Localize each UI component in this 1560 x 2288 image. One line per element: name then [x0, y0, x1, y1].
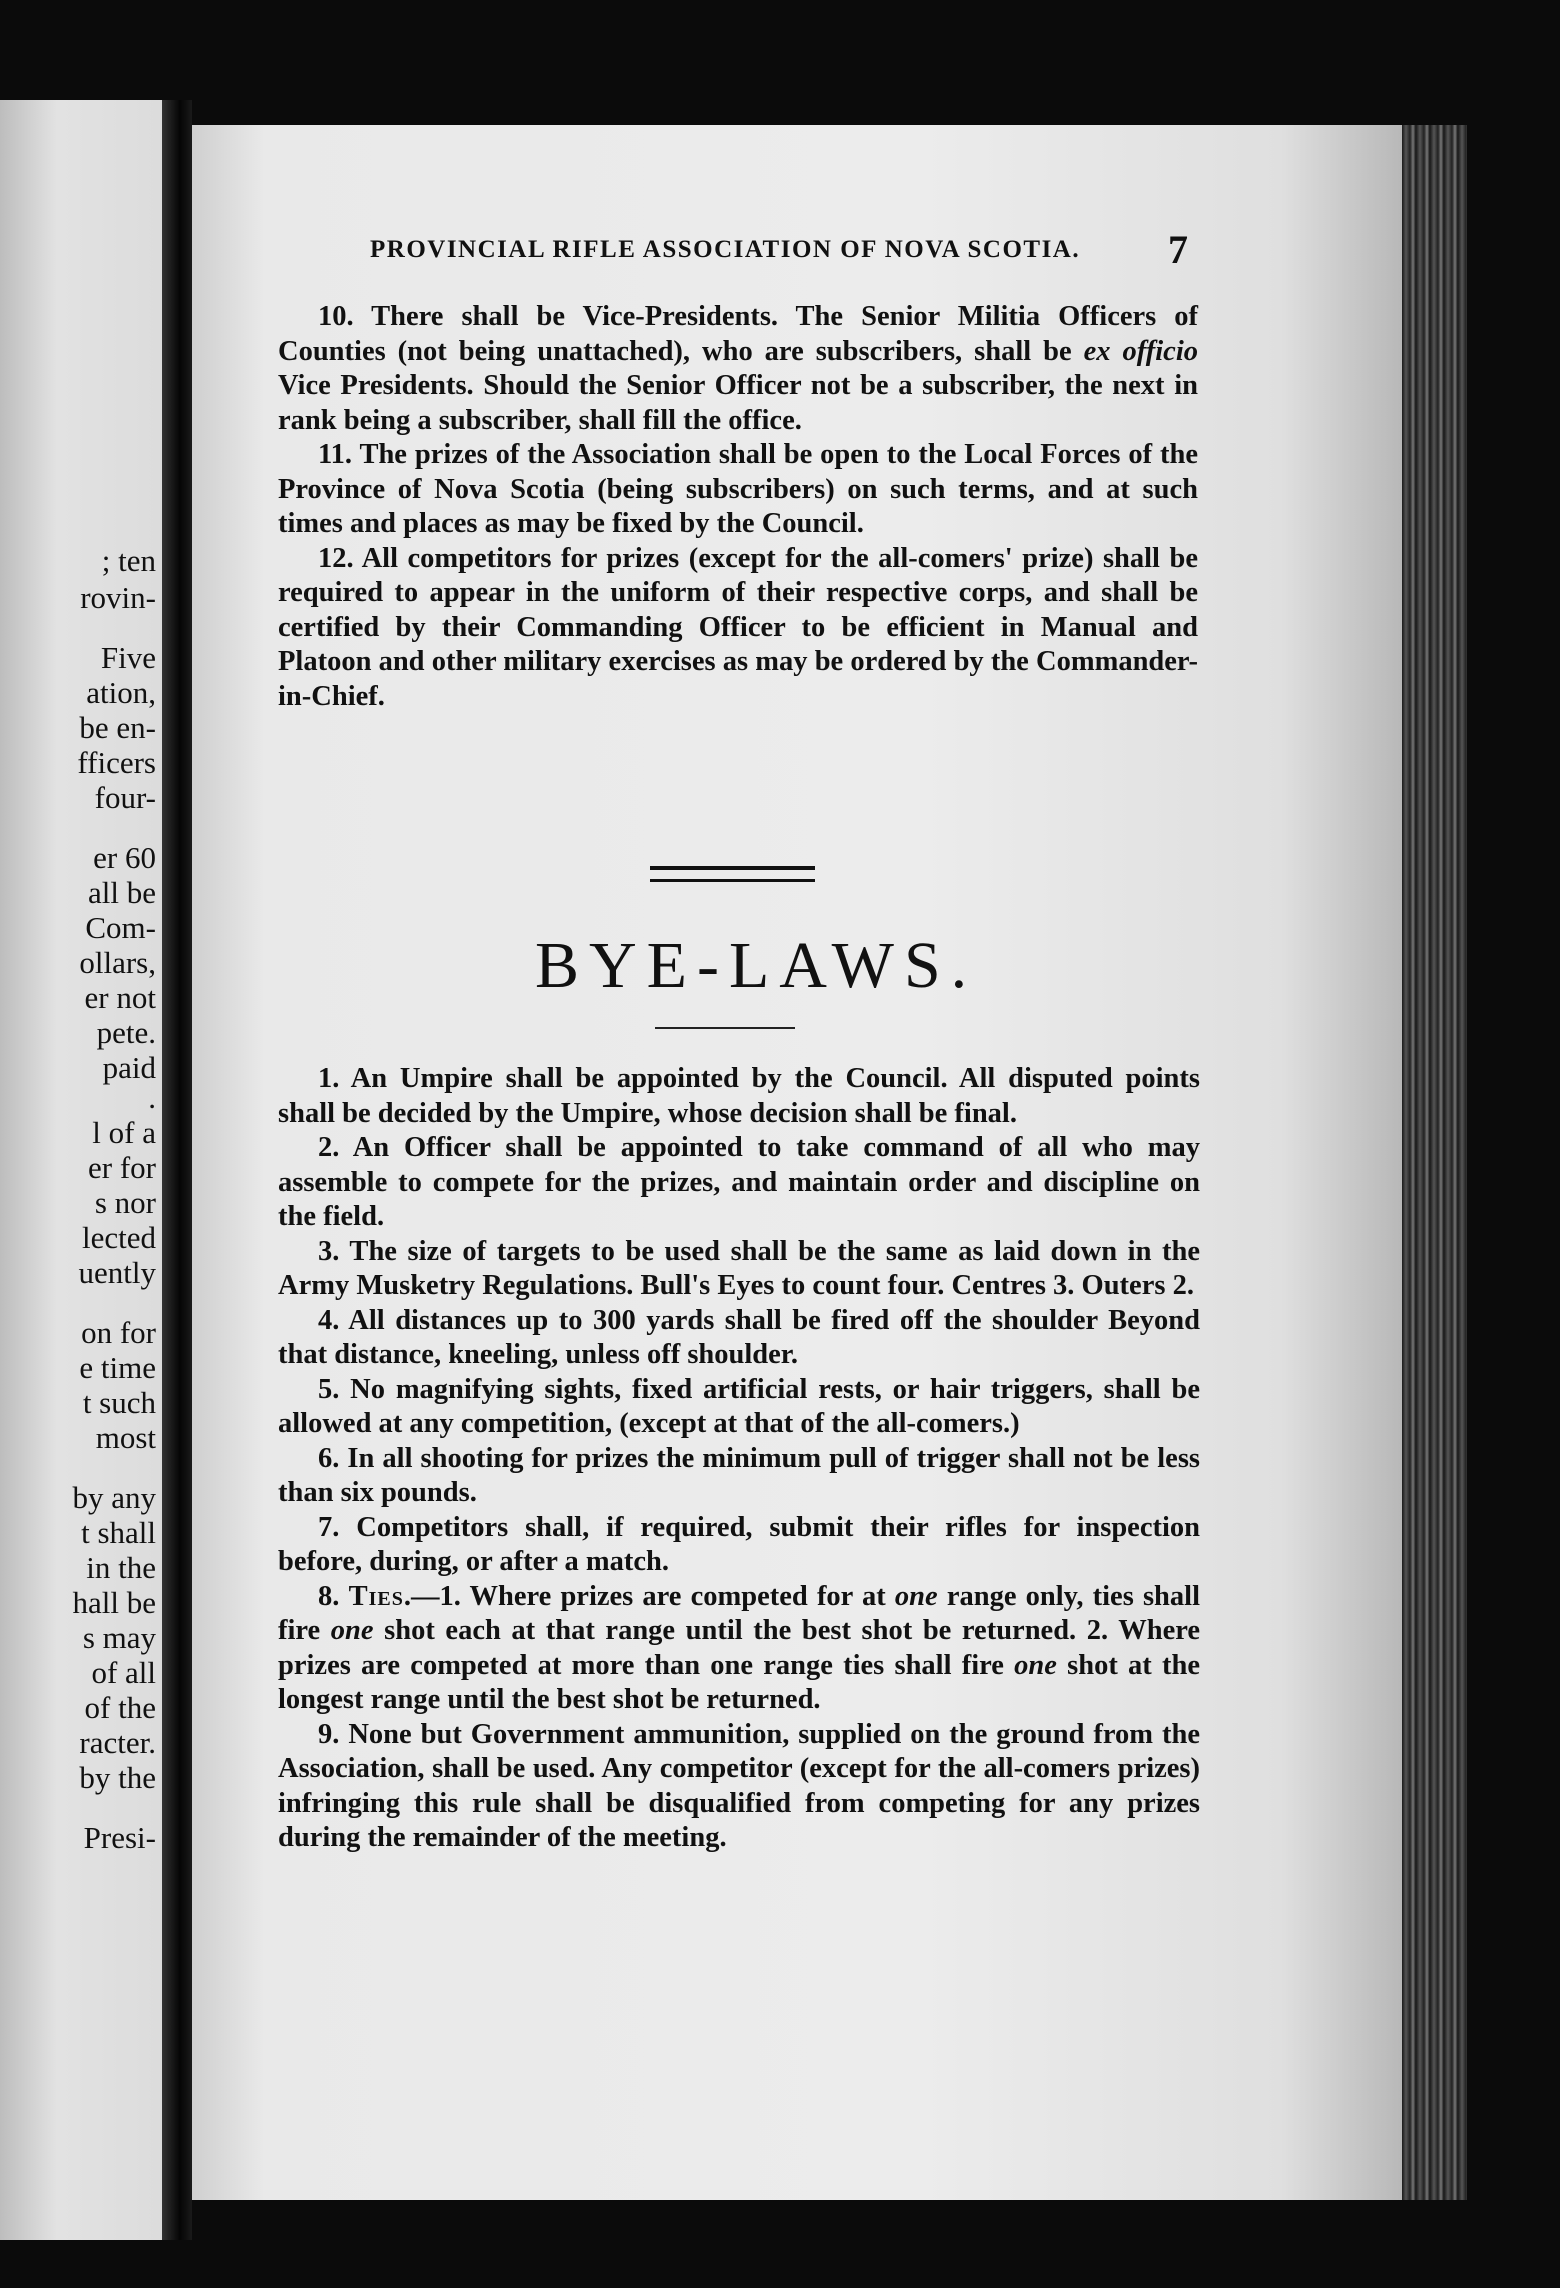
left-page-line-fragment: t such [82, 1385, 156, 1420]
left-page-line-fragment: lected [81, 1220, 156, 1255]
double-rule-divider [650, 866, 815, 882]
bye-law-1: 1. An Umpire shall be appointed by the Council. All disputed points shall be decided by the Umpire, whose decision shall be final. [278, 1063, 1200, 1129]
bye-law-3: 3. The size of targets to be used shall be the same as laid down in the Army Musketry Regulations. Bull's Eyes to count four. Centres 3. Outers 2. [278, 1235, 1200, 1301]
bye-law-7: 7. Competitors shall, if required, submit their rifles for inspection before, during, or after a match. [278, 1511, 1200, 1577]
left-page-line-fragment: in the [86, 1550, 156, 1585]
left-page-line-fragment: . [148, 1080, 156, 1115]
ties-label: Ties [348, 1580, 404, 1612]
section-heading: BYE-LAWS. [535, 929, 978, 1002]
running-head: PROVINCIAL RIFLE ASSOCIATION OF NOVA SCOTIA. [370, 236, 1081, 263]
left-page-line-fragment: pete. [96, 1015, 156, 1050]
bye-law-9: 9. None but Government ammunition, supplied on the ground from the Association, shall be used. Any competitor (except for the all-comers prizes) infringing this rule shall be disqualified from competing for any prizes during the remainder of the meeting. [278, 1718, 1200, 1853]
left-page-line-fragment: s may [82, 1620, 156, 1655]
left-page-line-fragment: by any [72, 1480, 156, 1515]
bye-law-2: 2. An Officer shall be appointed to take command of all who may assemble to compete for the prizes, and maintain order and discipline on the field. [278, 1132, 1200, 1232]
left-page-line-fragment: er for [88, 1150, 156, 1185]
left-page-line-fragment: all be [88, 875, 156, 910]
bye-law-5: 5. No magnifying sights, fixed artificial rests, or hair triggers, shall be allowed at any competition, (except at that of the all-comers.) [278, 1373, 1200, 1439]
left-page-line-fragment: Com- [85, 910, 156, 945]
left-page-line-fragment: of all [91, 1655, 156, 1690]
left-page-line-fragment: ollars, [79, 945, 156, 980]
left-page-line-fragment: ; ten [101, 543, 156, 578]
left-page-line-fragment: uently [78, 1255, 156, 1290]
left-page-line-fragment: s nor [94, 1185, 156, 1220]
left-page-line-fragment: er 60 [93, 840, 156, 875]
left-page-line-fragment: on for [81, 1315, 156, 1350]
article-12: 12. All competitors for prizes (except for the all-comers' prize) shall be required to appear in the uniform of their respective corps, and shall be certified by their Commanding Officer to be efficient in Manual and Platoon and other military exercises as may be ordered by the Commander-in-Chief. [278, 542, 1198, 712]
left-page-line-fragment: paid [102, 1050, 156, 1085]
left-page-line-fragment: rovin- [80, 580, 156, 615]
left-page-line-fragment: be en- [79, 710, 156, 745]
left-page-line-fragment: l of a [92, 1115, 156, 1150]
left-page-line-fragment: by the [79, 1760, 156, 1795]
left-page-line-fragment: t shall [81, 1515, 156, 1550]
emphasis: ex officio [1083, 335, 1198, 367]
page-edges [1402, 125, 1467, 2200]
article-11: 11. The prizes of the Association shall be open to the Local Forces of the Province of Nova Scotia (being subscribers) on such terms, and at such times and places as may be fixed by the Council. [278, 439, 1198, 539]
left-page-line-fragment: four- [94, 780, 156, 815]
bye-law-6: 6. In all shooting for prizes the minimum pull of trigger shall not be less than six pounds. [278, 1442, 1200, 1508]
book-gutter [162, 100, 192, 2240]
left-page-line-fragment: e time [79, 1350, 156, 1385]
left-page-line-fragment: racter. [79, 1725, 156, 1760]
left-page-line-fragment: ation, [86, 675, 156, 710]
article-10: 10. There shall be Vice-Presidents. The Senior Militia Officers of Counties (not being unattached), who are subscribers, shall be ex officio Vice Presidents. Should the Senior Officer not be a subscriber, the next in rank being a subscriber, shall fill the office. [278, 301, 1198, 436]
bye-law-8: 8. Ties.—1. Where prizes are competed for at one range only, ties shall fire one shot each at that range until the best shot be returned. 2. Where prizes are competed at more than one range ties shall fire one shot at the longest range until the best shot be returned. [278, 1580, 1201, 1715]
left-page-line-fragment: Presi- [83, 1820, 156, 1855]
short-rule-divider [655, 1027, 795, 1029]
left-page-line-fragment: fficers [77, 745, 156, 780]
bye-law-4: 4. All distances up to 300 yards shall be fired off the shoulder Beyond that distance, kneeling, unless off shoulder. [278, 1304, 1200, 1370]
left-page-line-fragment: of the [84, 1690, 156, 1725]
left-page-line-fragment: most [95, 1420, 156, 1455]
page-number: 7 [1168, 227, 1188, 272]
left-page-line-fragment: er not [84, 980, 156, 1015]
bye-laws-list [278, 1062, 1200, 1856]
constitution-articles [278, 300, 1198, 714]
left-page-line-fragment: hall be [72, 1585, 156, 1620]
left-page-line-fragment: Five [100, 640, 156, 675]
left-facing-page [0, 100, 162, 2240]
